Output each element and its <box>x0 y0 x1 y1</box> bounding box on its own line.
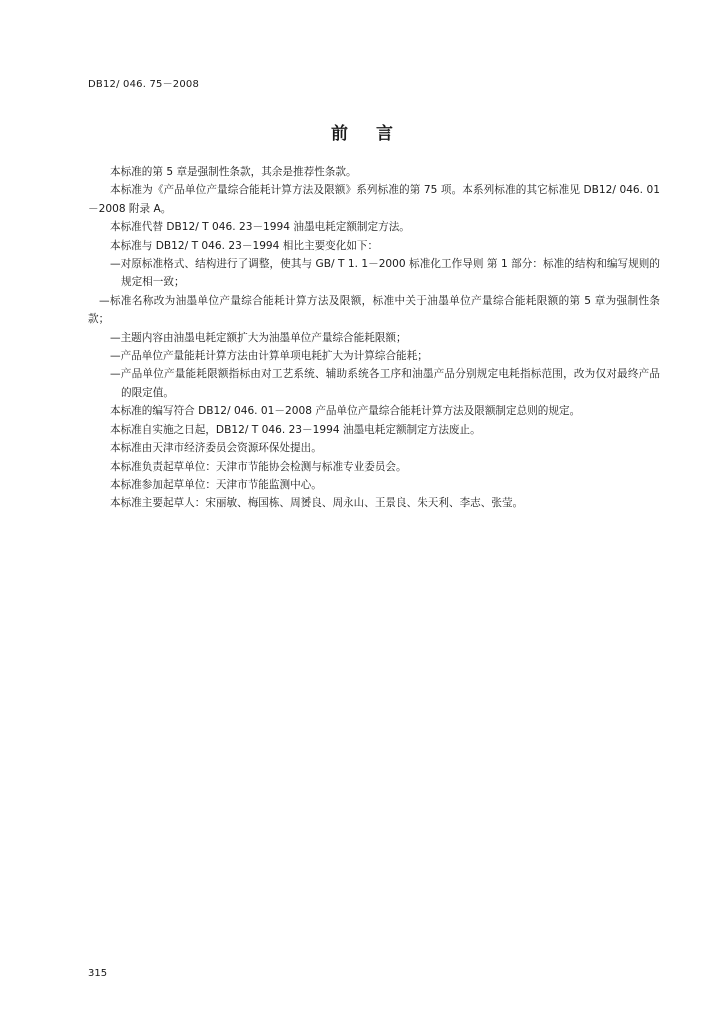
paragraph-drafting-unit: 本标准负责起草单位：天津市节能协会检测与标准专业委员会。 <box>110 460 407 473</box>
paragraph-proposer: 本标准由天津市经济委员会资源环保处提出。 <box>110 442 322 455</box>
standard-code: DB12/ 046. 75－2008 <box>88 79 200 90</box>
change-item: —标准名称改为油墨单位产量综合能耗计算方法及限额，标准中关于油墨单位产量综合能耗限额的第 5 章为强制性条款； <box>88 294 660 326</box>
page-title: 前言 <box>331 124 421 144</box>
paragraph-changes-intro: 本标准与 DB12/ T 046. 23－1994 相比主要变化如下： <box>110 239 379 252</box>
page-number: 315 <box>88 968 108 979</box>
change-item: —对原标准格式、结构进行了调整，使其与 GB/ T 1. 1－2000 标准化工作导则 第 1 部分：标准的结构和编写规则的规定相一致； <box>110 258 660 289</box>
paragraph-abolish: 本标准自实施之日起，DB12/ T 046. 23－1994 油墨电耗定额制定方法废止。 <box>110 423 481 436</box>
change-item: —产品单位产量能耗计算方法由计算单项电耗扩大为计算综合能耗； <box>110 350 428 363</box>
paragraph-mandatory-clause: 本标准的第 5 章是强制性条款，其余是推荐性条款。 <box>110 166 357 178</box>
paragraph-participating-unit: 本标准参加起草单位：天津市节能监测中心。 <box>110 478 322 491</box>
paragraph-compliance: 本标准的编写符合 DB12/ 046. 01－2008 产品单位产量综合能耗计算方法及限额制定总则的规定。 <box>110 405 581 418</box>
change-item: —产品单位产量能耗限额指标由对工艺系统、辅助系统各工序和油墨产品分别规定电耗指标范围，改为仅对最终产品的限定值。 <box>110 368 660 399</box>
paragraph-series-info: 本标准为《产品单位产量综合能耗计算方法及限额》系列标准的第 75 项。本系列标准的其它标准见 DB12/ 046. 01－2008 附录 A。 <box>88 184 660 215</box>
change-item: —主题内容由油墨电耗定额扩大为油墨单位产量综合能耗限额； <box>110 331 407 344</box>
document-body <box>88 163 660 513</box>
paragraph-replaces: 本标准代替 DB12/ T 046. 23－1994 油墨电耗定额制定方法。 <box>110 221 410 234</box>
paragraph-drafters: 本标准主要起草人：宋丽敏、梅国栋、周赟良、周永山、王景良、朱天利、李志、张莹。 <box>110 497 524 510</box>
